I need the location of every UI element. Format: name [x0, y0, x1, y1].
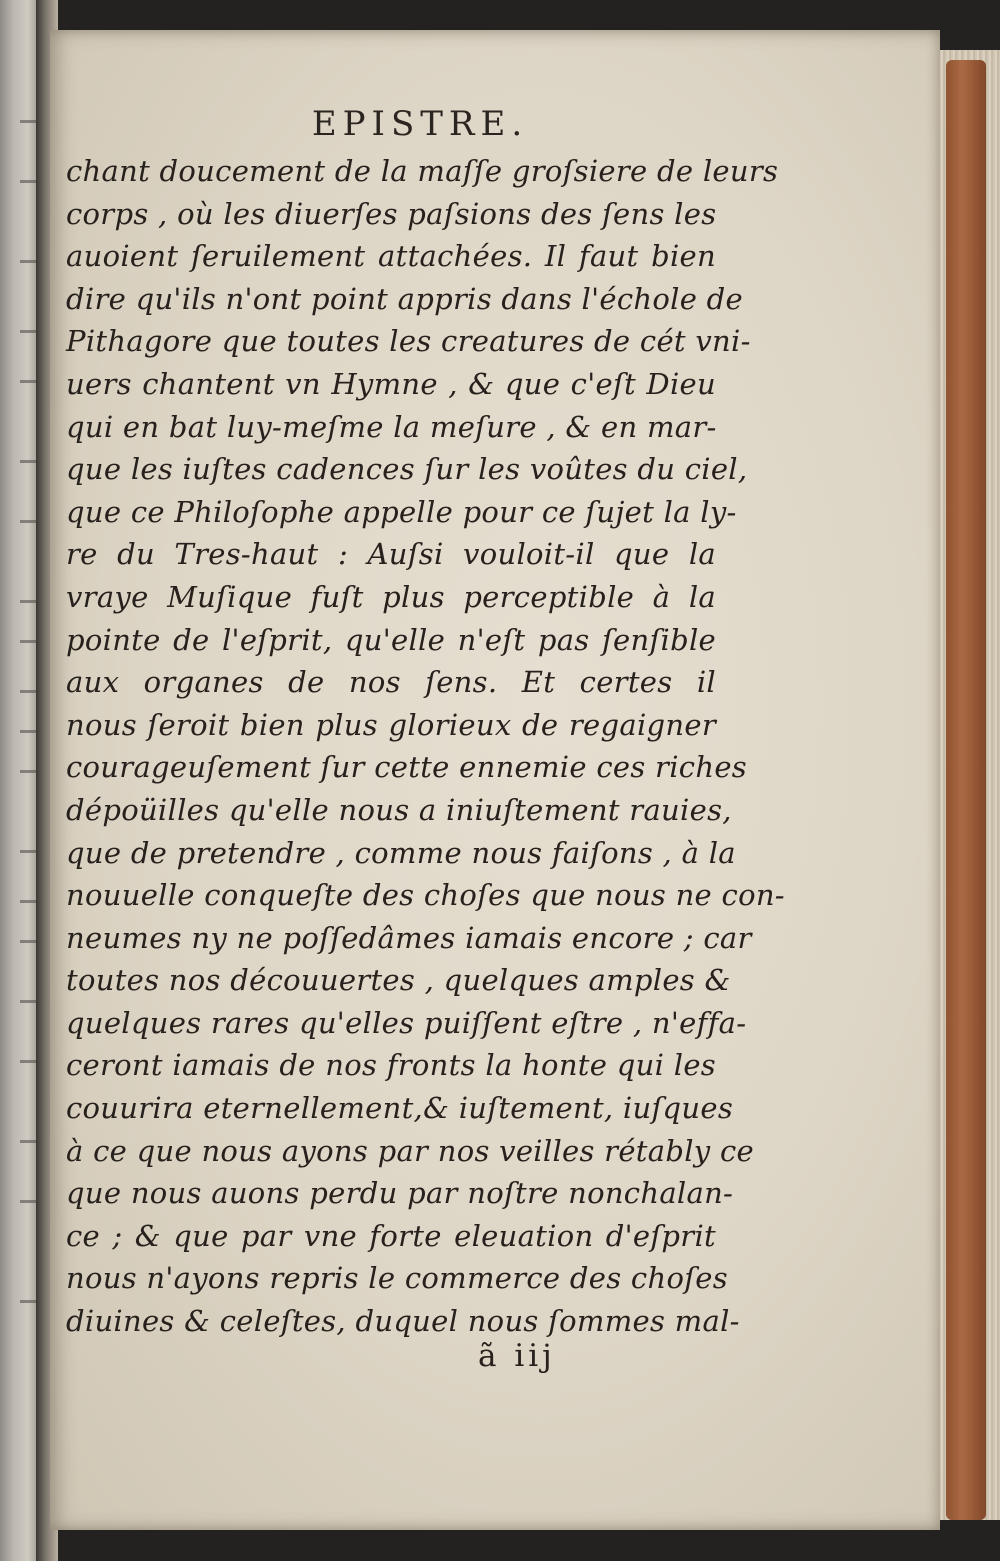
text-line: ceront iamais de nos fronts la honte qui les — [66, 1048, 716, 1083]
text-line: que ce Philoſophe appelle pour ce ſujet la ly- — [66, 494, 737, 529]
signature-mark: ã iij — [478, 1338, 556, 1374]
leather-binding — [946, 60, 986, 1520]
text-line: diuines & celeſtes, duquel nous ſommes mal- — [66, 1304, 740, 1339]
text-line: courageuſement ſur cette ennemie ces riches — [66, 750, 747, 785]
text-line: uers chantent vn Hymne , & que c'eſt Dieu — [66, 366, 716, 401]
page-body-text — [66, 150, 785, 1343]
text-line: pointe de l'eſprit, qu'elle n'eſt pas ſenſible — [66, 622, 716, 657]
text-line: à ce que nous ayons par nos veilles rétably ce — [66, 1133, 754, 1168]
text-line: neumes ny ne poſſedâmes iamais encore ; car — [66, 920, 752, 955]
text-line: nouuelle conqueſte des choſes que nous ne con- — [66, 878, 785, 913]
text-line: auoient ſeruilement attachées. Il faut bien — [66, 239, 716, 274]
text-line: couurira eternellement,& iuſtement, iuſques — [66, 1091, 733, 1126]
text-line: dépoüilles qu'elle nous a iniuſtement rauies, — [66, 792, 732, 827]
text-line: vraye Muſique fuſt plus perceptible à la — [66, 579, 716, 614]
text-line: que de pretendre , comme nous faiſons , à la — [66, 835, 736, 870]
running-head: EPISTRE. — [311, 104, 529, 144]
text-line: dire qu'ils n'ont point appris dans l'échole de — [66, 281, 744, 316]
text-line: chant doucement de la maſſe groſsiere de leurs — [66, 154, 779, 188]
text-line: toutes nos découuertes , quelques amples & — [66, 963, 731, 998]
text-line: Pithagore que toutes les creatures de cét vni- — [66, 324, 751, 359]
left-page-edge — [0, 0, 40, 1561]
text-line: que nous auons perdu par noſtre nonchalan- — [66, 1176, 734, 1211]
text-line: nous ſeroit bien plus glorieux de regaigner — [66, 707, 716, 742]
text-line: nous n'ayons repris le commerce des choſes — [66, 1261, 728, 1296]
text-line: corps , où les diuerſes paſsions des ſens les — [66, 196, 717, 231]
text-line: qui en bat luy-meſme la meſure , & en mar- — [66, 409, 717, 444]
text-line: aux organes de nos ſens. Et certes il — [66, 665, 716, 700]
text-line: re du Tres-haut : Auſsi vouloit-il que la — [66, 537, 716, 572]
text-line: ce ; & que par vne forte eleuation d'eſprit — [66, 1218, 716, 1253]
text-line: quelques rares qu'elles puiſſent eſtre , n'effa- — [66, 1005, 747, 1040]
text-line: que les iuſtes cadences ſur les voûtes du ciel, — [66, 452, 748, 487]
